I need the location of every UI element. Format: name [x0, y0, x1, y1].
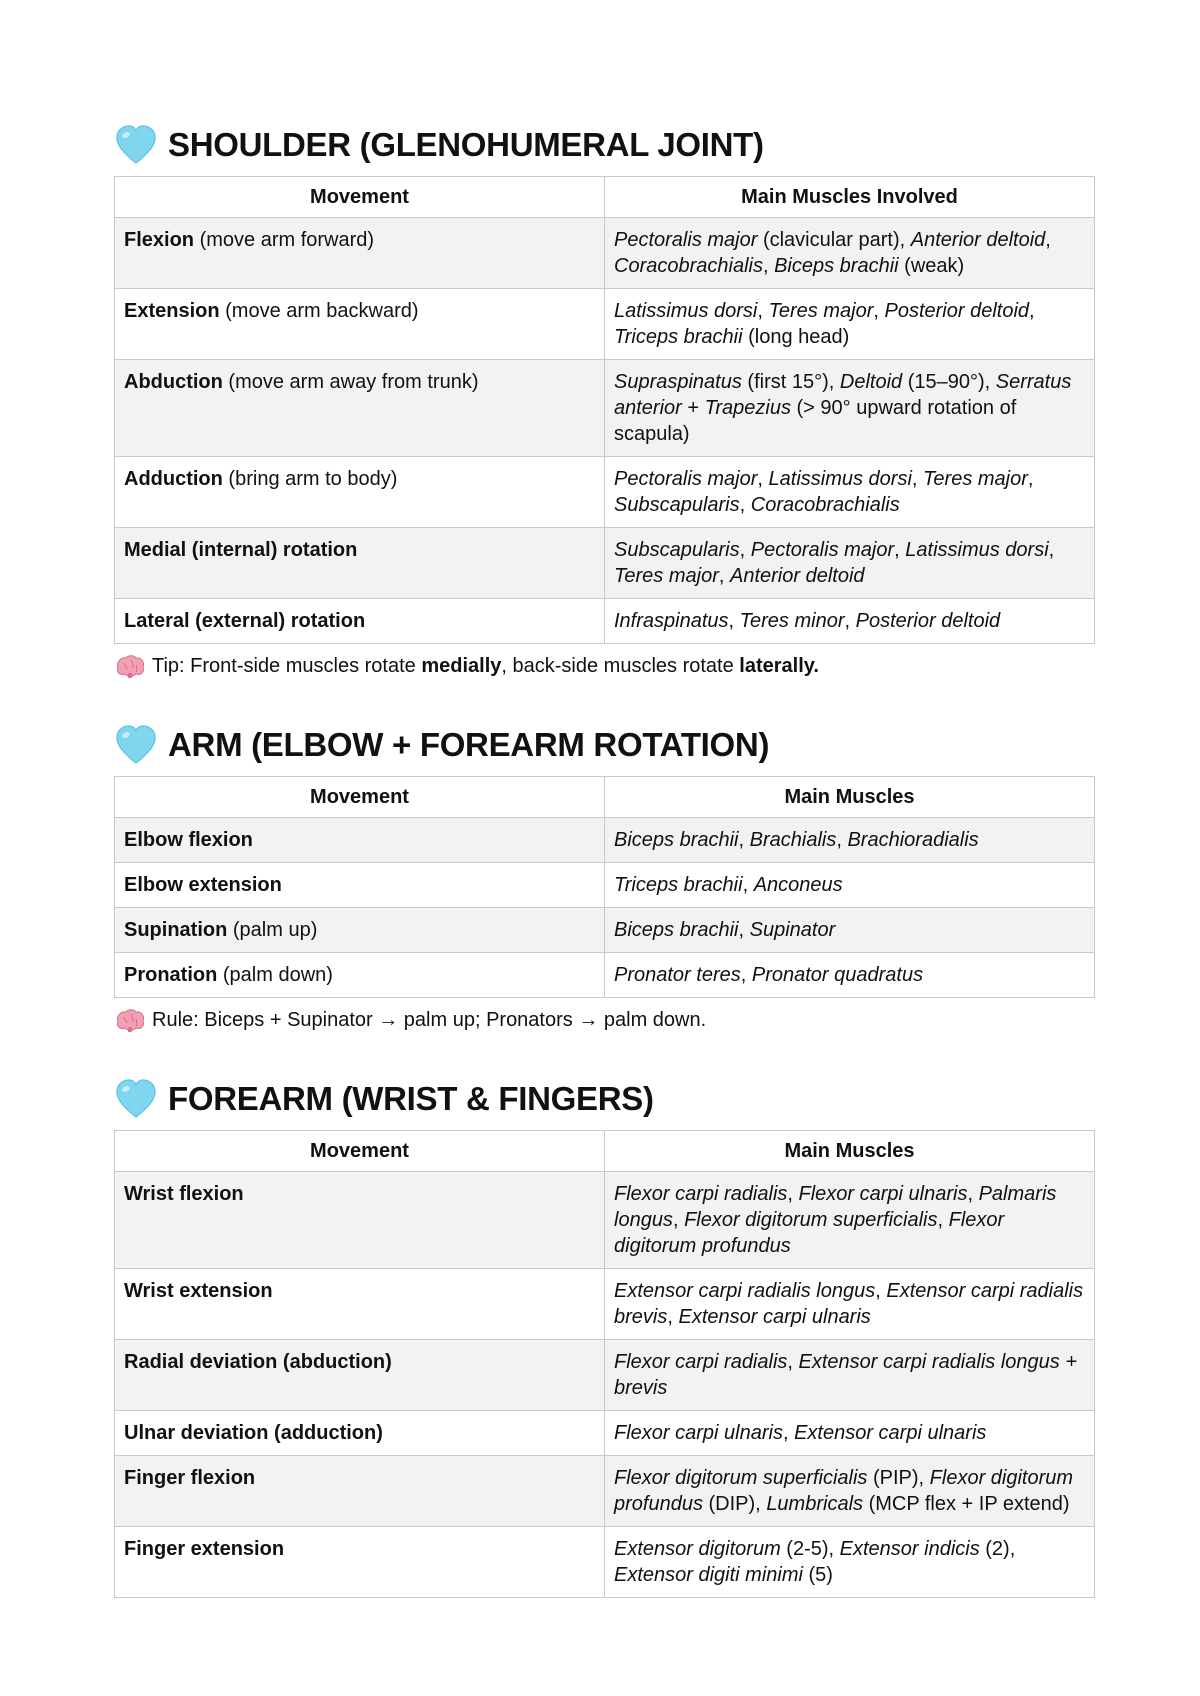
muscle-name: Anconeus [753, 874, 843, 896]
table-row [115, 1527, 1095, 1598]
muscles-cell [605, 360, 1095, 457]
movement-name: Pronation [124, 964, 218, 986]
table-header-row [115, 777, 1095, 818]
movement-name: Wrist extension [124, 1280, 273, 1302]
muscle-note: , [718, 565, 730, 587]
muscle-note: (clavicular part), [757, 229, 911, 251]
muscle-name: Anterior deltoid [729, 565, 865, 587]
movement-name: Extension [124, 300, 220, 322]
muscle-name: Subscapularis [614, 539, 740, 561]
muscle-name: Flexor digitorum superficialis [614, 1467, 868, 1489]
section-spacer [114, 688, 1094, 718]
muscle-name: Teres minor [739, 610, 845, 632]
movement-cell [115, 1340, 605, 1411]
movement-cell [115, 908, 605, 953]
movement-name: Abduction [124, 371, 223, 393]
movement-cell [115, 528, 605, 599]
muscle-name: Pronator quadratus [751, 964, 924, 986]
muscle-note: , [740, 964, 752, 986]
muscle-name: Flexor digitorum superficialis [684, 1209, 938, 1231]
movement-detail: (move arm forward) [194, 229, 375, 251]
movement-name: Adduction [124, 468, 223, 490]
section [114, 118, 1094, 718]
movement-name: Radial deviation (abduction) [124, 1351, 392, 1373]
tip-text [152, 655, 819, 678]
movement-name: Wrist flexion [124, 1183, 244, 1205]
muscle-note: , [738, 829, 750, 851]
muscle-note: (first 15°), [741, 371, 840, 393]
column-header-muscles: Main Muscles Involved [605, 177, 1095, 218]
tip-fragment: Tip: Front-side muscles rotate [152, 654, 422, 677]
movement-cell [115, 1456, 605, 1527]
muscle-name: Latissimus dorsi [768, 468, 912, 490]
movement-cell [115, 360, 605, 457]
muscle-name: Pectoralis major [614, 468, 758, 490]
muscle-name: Latissimus dorsi [905, 539, 1049, 561]
table-row [115, 1411, 1095, 1456]
muscle-note: , [894, 539, 906, 561]
column-header-muscles: Main Muscles [605, 777, 1095, 818]
table-header-row [115, 177, 1095, 218]
movement-name: Supination [124, 919, 228, 941]
muscle-note: (MCP flex + IP extend) [863, 1493, 1070, 1515]
muscle-note: (2-5), [780, 1538, 840, 1560]
muscle-note: (long head) [742, 326, 850, 348]
column-header-movement: Movement [115, 1131, 605, 1172]
brain-icon [114, 1007, 146, 1033]
section [114, 718, 1094, 1072]
movement-name: Finger flexion [124, 1467, 256, 1489]
table-row [115, 289, 1095, 360]
muscle-name: Teres major [923, 468, 1028, 490]
movement-cell [115, 1269, 605, 1340]
table-row [115, 908, 1095, 953]
muscle-name: Pectoralis major [750, 539, 895, 561]
muscle-note: + [681, 397, 705, 419]
muscle-name: Coracobrachialis [614, 255, 763, 277]
movement-cell [115, 953, 605, 998]
muscle-name: Biceps brachii [774, 255, 899, 277]
muscle-name: Deltoid [839, 371, 903, 393]
muscles-cell [605, 953, 1095, 998]
table-row [115, 1172, 1095, 1269]
muscle-name: Infraspinatus [614, 610, 729, 632]
movement-name: Flexion [124, 229, 195, 251]
movement-cell [115, 457, 605, 528]
movement-name: Finger extension [124, 1538, 285, 1560]
muscle-name: Flexor digitorum profundus [614, 1467, 1074, 1515]
tip-fragment: , back-side muscles rotate [501, 654, 740, 677]
movement-muscle-table [114, 176, 1095, 644]
muscle-note: , [672, 1209, 685, 1231]
muscle-name: Subscapularis [614, 494, 740, 516]
muscle-note: , [836, 829, 848, 851]
muscle-name: Flexor digitorum profundus [614, 1209, 1005, 1257]
muscle-note: , [787, 1183, 799, 1205]
table-header-row [115, 1131, 1095, 1172]
movement-detail: (move arm backward) [219, 300, 419, 322]
muscle-name: Extensor digitorum [614, 1538, 781, 1560]
tip-note [114, 644, 1094, 688]
muscle-note: , [728, 610, 740, 632]
column-header-muscles: Main Muscles [605, 1131, 1095, 1172]
muscle-name: Flexor carpi ulnaris [798, 1183, 968, 1205]
movement-cell [115, 818, 605, 863]
muscle-name: Extensor digiti minimi [614, 1564, 803, 1586]
movement-muscle-table [114, 776, 1095, 998]
table-row [115, 457, 1095, 528]
muscle-note: , [1027, 468, 1034, 490]
muscle-note: (5) [802, 1564, 833, 1586]
movement-detail: (palm up) [227, 919, 318, 941]
light-blue-heart-icon [114, 723, 158, 767]
muscle-name: Trapezius [704, 397, 791, 419]
movement-cell [115, 863, 605, 908]
tip-note [114, 998, 1094, 1042]
movement-cell [115, 1527, 605, 1598]
muscle-name: Extensor carpi radialis longus [614, 1280, 876, 1302]
table-row [115, 1269, 1095, 1340]
movement-name: Elbow flexion [124, 829, 253, 851]
muscles-cell [605, 1172, 1095, 1269]
section-spacer [114, 1042, 1094, 1072]
muscle-name: Teres major [768, 300, 874, 322]
table-row [115, 818, 1095, 863]
muscle-name: Flexor carpi radialis [614, 1183, 788, 1205]
muscle-note: , [782, 1422, 795, 1444]
muscles-cell [605, 863, 1095, 908]
muscle-note: , [937, 1209, 949, 1231]
muscle-note: , [667, 1306, 679, 1328]
muscle-name: Supraspinatus [614, 371, 742, 393]
muscle-name: Anterior deltoid [910, 229, 1046, 251]
movement-detail: (move arm away from trunk) [222, 371, 479, 393]
section-heading [114, 1072, 1094, 1126]
muscles-cell [605, 1411, 1095, 1456]
table-row [115, 953, 1095, 998]
section [114, 1072, 1094, 1598]
brain-icon [114, 653, 146, 679]
muscle-name: Extensor carpi ulnaris [794, 1422, 987, 1444]
muscle-name: Extensor carpi radialis brevis [614, 1280, 1084, 1328]
muscle-name: Extensor carpi ulnaris [678, 1306, 871, 1328]
section-title: FOREARM (WRIST & FINGERS) [168, 1080, 654, 1117]
light-blue-heart-icon [114, 1077, 158, 1121]
table-row [115, 528, 1095, 599]
column-header-movement: Movement [115, 177, 605, 218]
table-row [115, 863, 1095, 908]
muscles-cell [605, 818, 1095, 863]
muscle-name: Extensor indicis [839, 1538, 980, 1560]
muscle-name: Biceps brachii [614, 829, 739, 851]
movement-cell [115, 218, 605, 289]
table-row [115, 1340, 1095, 1411]
muscle-note: (PIP), [867, 1467, 930, 1489]
tip-text [152, 1009, 706, 1032]
table-row [115, 1456, 1095, 1527]
muscles-cell [605, 1456, 1095, 1527]
section-heading [114, 118, 1094, 172]
muscle-name: Pronator teres [614, 964, 741, 986]
muscle-note: , [739, 539, 751, 561]
movement-cell [115, 289, 605, 360]
movement-name: Ulnar deviation (adduction) [124, 1422, 383, 1444]
muscles-cell [605, 599, 1095, 644]
muscle-note: , [1048, 539, 1055, 561]
table-row [115, 218, 1095, 289]
movement-name: Lateral (external) rotation [124, 610, 366, 632]
muscle-note: , [875, 1280, 887, 1302]
muscle-note: , [873, 300, 885, 322]
tip-emphasis: laterally. [739, 654, 819, 677]
muscle-name: Pectoralis major [614, 229, 758, 251]
movement-name: Elbow extension [124, 874, 282, 896]
muscle-name: Brachialis [749, 829, 837, 851]
muscles-cell [605, 1269, 1095, 1340]
table-row [115, 599, 1095, 644]
tip-emphasis: medially [421, 654, 502, 677]
muscle-name: Flexor carpi ulnaris [614, 1422, 783, 1444]
movement-name: Medial (internal) rotation [124, 539, 358, 561]
muscles-cell [605, 908, 1095, 953]
movement-detail: (palm down) [217, 964, 333, 986]
table-row [115, 360, 1095, 457]
section-title: SHOULDER (GLENOHUMERAL JOINT) [168, 126, 764, 163]
muscles-cell [605, 528, 1095, 599]
muscles-cell [605, 457, 1095, 528]
muscle-note: (2), [979, 1538, 1016, 1560]
muscle-name: Teres major [614, 565, 719, 587]
muscle-name: Supinator [749, 919, 836, 941]
movement-cell [115, 1172, 605, 1269]
muscle-note: , [911, 468, 924, 490]
section-heading [114, 718, 1094, 772]
muscle-name: Lumbricals [766, 1493, 864, 1515]
muscle-name: Latissimus dorsi [614, 300, 758, 322]
movement-cell [115, 1411, 605, 1456]
muscle-note: , [1045, 229, 1051, 251]
muscle-name: Triceps brachii [614, 874, 743, 896]
muscle-note: , [757, 300, 769, 322]
muscle-note: , [1029, 300, 1035, 322]
muscle-note: (DIP), [702, 1493, 767, 1515]
muscles-cell [605, 1340, 1095, 1411]
movement-muscle-table [114, 1130, 1095, 1598]
tip-fragment: Rule: Biceps + Supinator → palm up; Pronators → palm down. [152, 1008, 707, 1031]
muscles-cell [605, 218, 1095, 289]
muscle-name: Serratus anterior [614, 371, 1072, 419]
section-title: ARM (ELBOW + FOREARM ROTATION) [168, 726, 770, 763]
muscle-note: , [738, 919, 750, 941]
muscle-name: Posterior deltoid [855, 610, 1001, 632]
muscle-name: Palmaris longus [614, 1183, 1057, 1231]
muscles-cell [605, 289, 1095, 360]
muscle-name: Biceps brachii [614, 919, 739, 941]
muscles-cell [605, 1527, 1095, 1598]
muscle-note: (weak) [898, 255, 965, 277]
muscle-note: , [844, 610, 856, 632]
movement-detail: (bring arm to body) [222, 468, 398, 490]
movement-cell [115, 599, 605, 644]
muscle-name: Coracobrachialis [750, 494, 900, 516]
muscle-name: Posterior deltoid [884, 300, 1030, 322]
muscle-note: , [787, 1351, 799, 1373]
column-header-movement: Movement [115, 777, 605, 818]
muscle-note: (15–90°), [902, 371, 996, 393]
muscle-note: , [967, 1183, 979, 1205]
muscle-note: , [739, 494, 751, 516]
light-blue-heart-icon [114, 123, 158, 167]
muscle-name: Triceps brachii [614, 326, 743, 348]
muscle-note: , [762, 255, 775, 277]
muscle-name: Brachioradialis [847, 829, 979, 851]
muscle-note: , [742, 874, 754, 896]
muscle-name: Flexor carpi radialis [614, 1351, 788, 1373]
muscle-note: (> 90° upward rotation of scapula) [614, 397, 1017, 445]
document-page [114, 118, 1094, 1598]
muscle-note: , [757, 468, 769, 490]
muscle-name: Extensor carpi radialis longus + brevis [614, 1351, 1077, 1399]
